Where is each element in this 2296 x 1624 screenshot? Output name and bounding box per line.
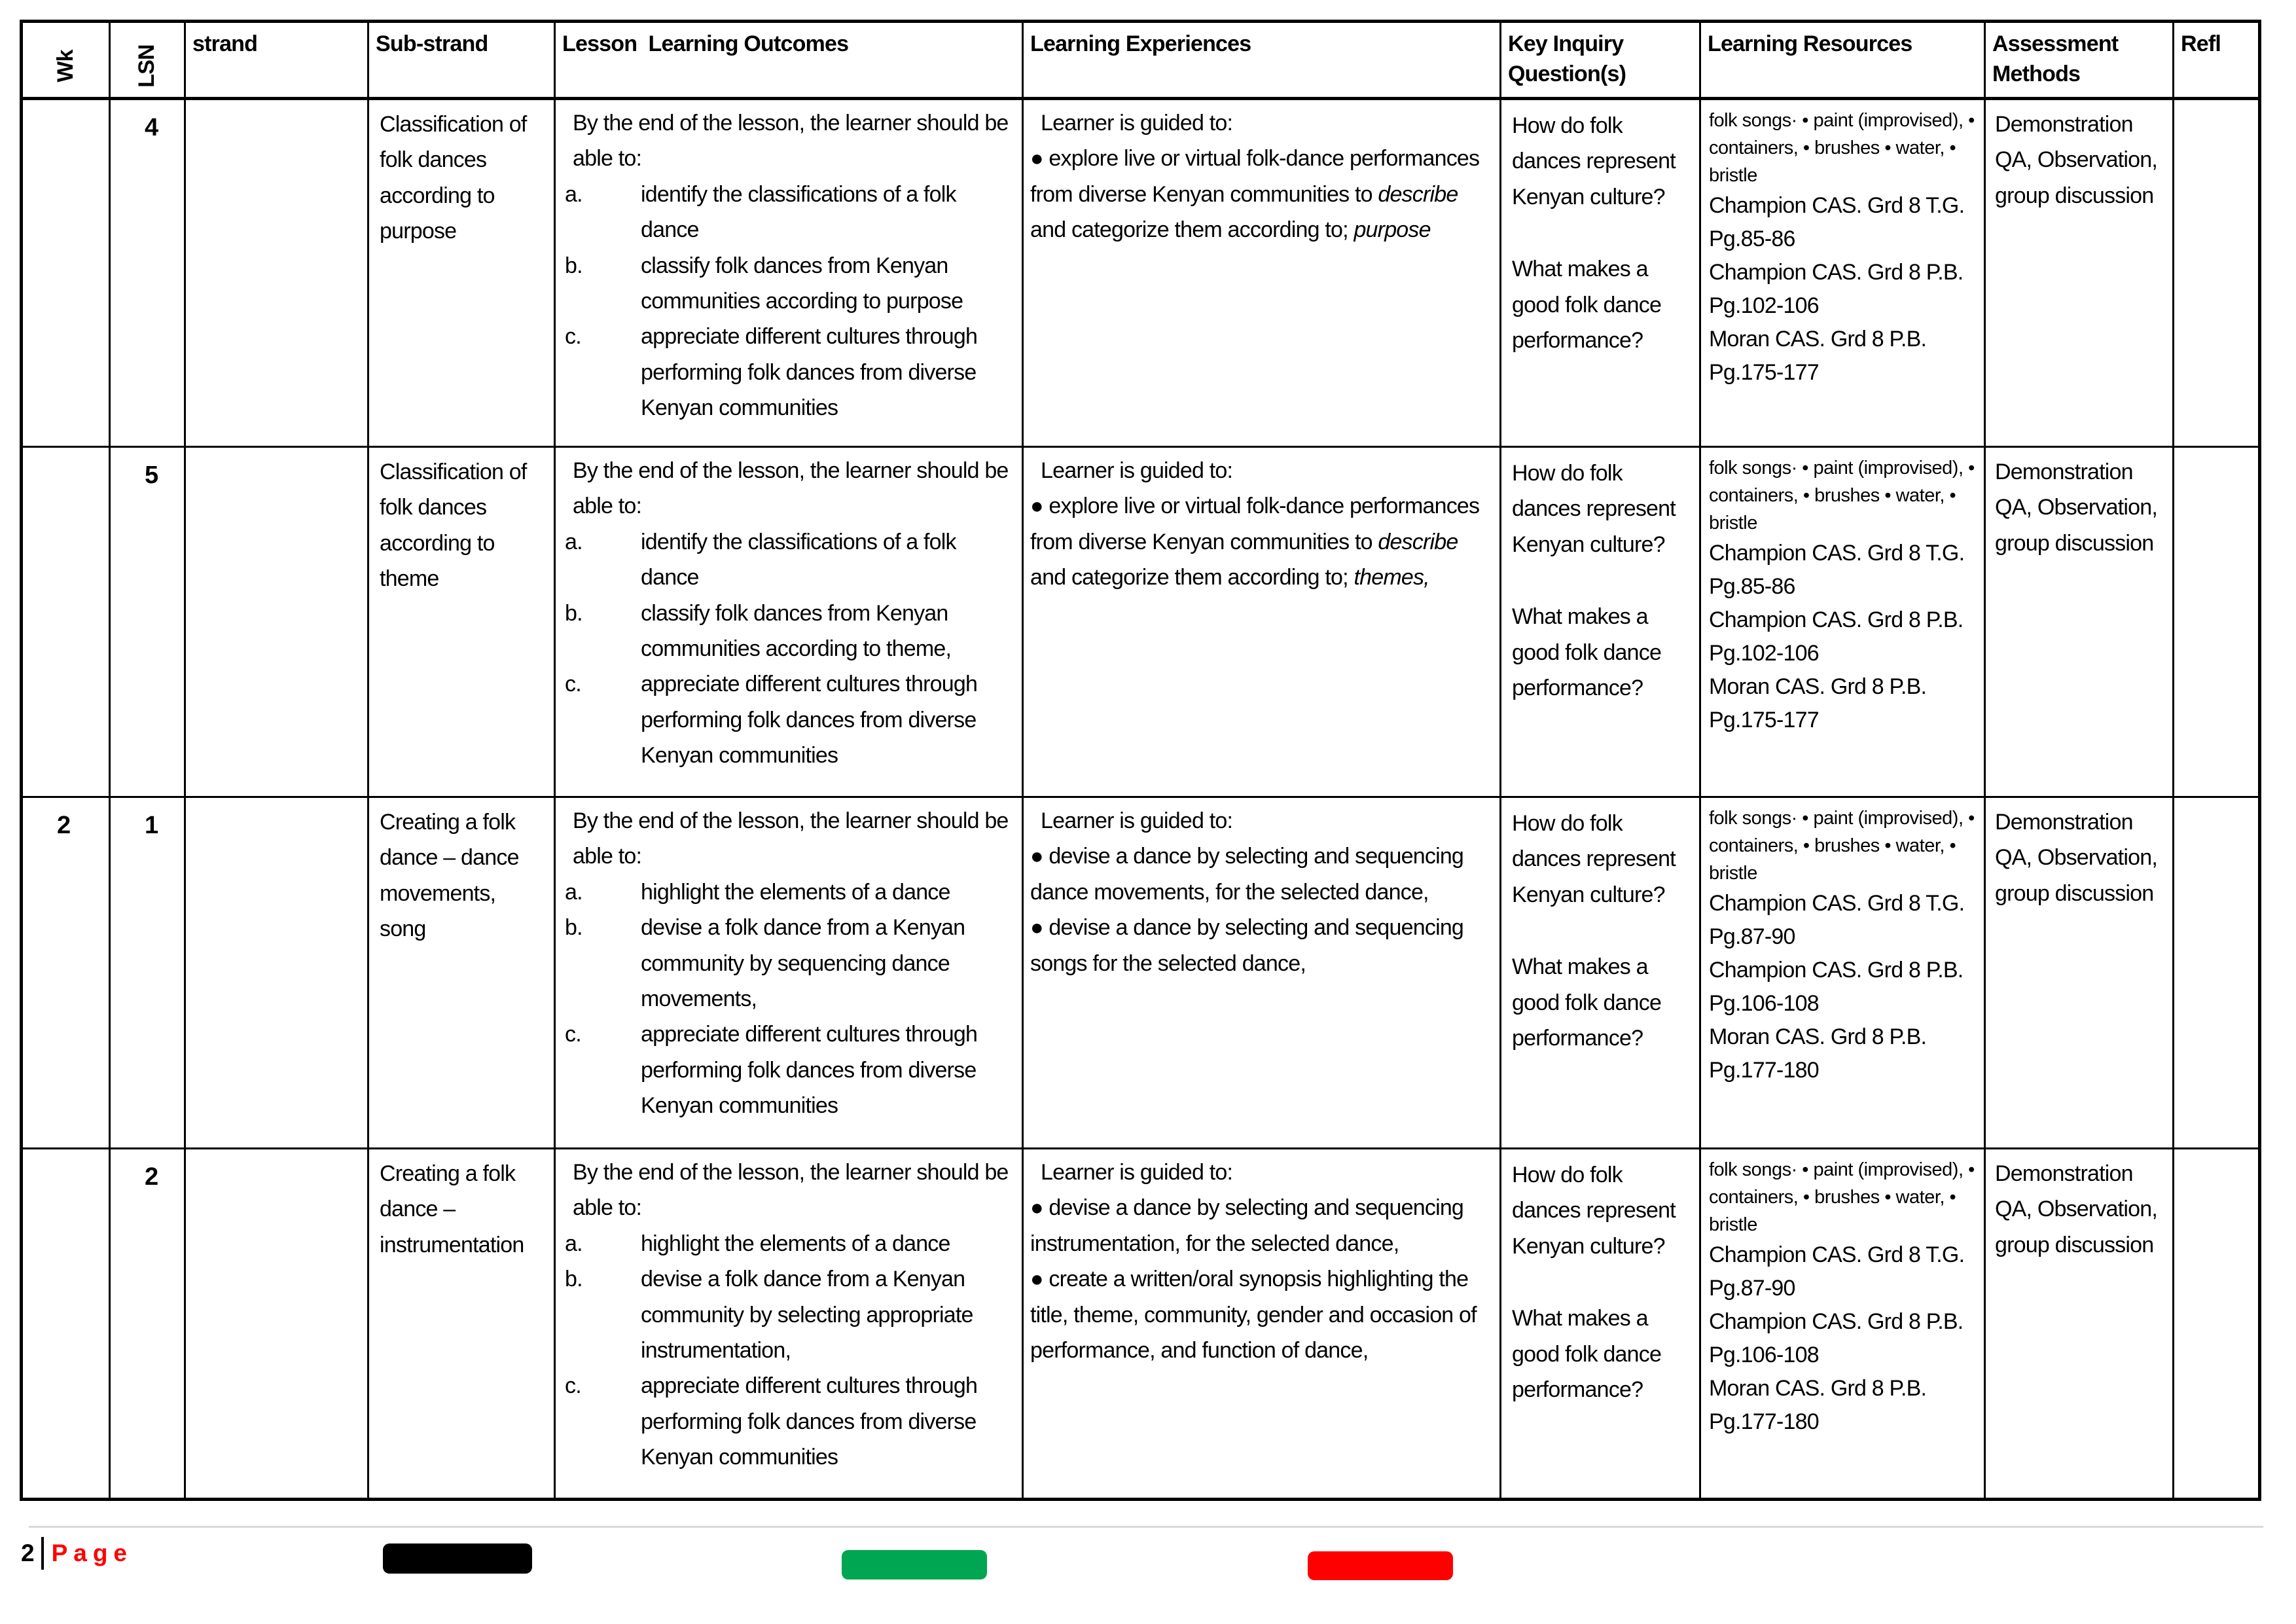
header-wk-label: Wk — [52, 50, 78, 82]
cell-strand — [185, 797, 368, 1149]
outcome-item — [558, 875, 1016, 910]
experience-bullet — [1030, 1190, 1492, 1261]
outcome-label: b. — [565, 1267, 583, 1292]
footer-divider — [29, 1526, 2263, 1528]
cell-week — [22, 1149, 110, 1500]
table-row — [22, 447, 2260, 797]
outcome-text: appreciate different cultures through performing folk dances from diverse Kenyan communities — [641, 1022, 978, 1119]
cell-key-inquiry-questions — [1501, 99, 1700, 447]
cell-lesson-learning-outcomes — [555, 99, 1023, 447]
outcome-label: a. — [565, 529, 583, 554]
black-bar — [383, 1543, 532, 1574]
header-learning-experiences: Learning Experiences — [1023, 22, 1501, 99]
cell-assessment-methods — [1985, 447, 2174, 797]
experience-text: themes, — [1354, 565, 1429, 590]
cell-lesson-number: 1 — [110, 797, 185, 1149]
assessment-line: QA, Observation, — [1995, 1197, 2157, 1222]
header-substrand: Sub-strand — [368, 22, 555, 99]
page-number-separator — [41, 1537, 44, 1570]
assessment-line: group discussion — [1995, 183, 2154, 208]
outcomes-intro: By the end of the lesson, the learner should be able to: — [573, 1160, 1009, 1221]
page-word: Page — [51, 1540, 134, 1566]
outcome-item — [558, 666, 1016, 773]
experience-bullet — [1030, 1261, 1492, 1368]
outcome-item — [558, 910, 1016, 1017]
resource-book: Champion CAS. Grd 8 P.B. Pg.102-106 — [1709, 607, 1964, 666]
outcome-item — [558, 524, 1016, 596]
header-learning-resources: Learning Resources — [1700, 22, 1985, 99]
header-assessment-methods: Assessment Methods — [1985, 22, 2174, 99]
resource-book: Champion CAS. Grd 8 T.G. Pg.87-90 — [1709, 891, 1965, 950]
experiences-intro: Learner is guided to: — [1041, 111, 1233, 135]
outcome-item — [558, 177, 1016, 248]
resource-book: Champion CAS. Grd 8 P.B. Pg.106-108 — [1709, 958, 1964, 1017]
outcome-text: appreciate different cultures through performing folk dances from diverse Kenyan communities — [641, 1373, 978, 1470]
assessment-line: Demonstration — [1995, 460, 2133, 484]
outcome-label: a. — [565, 879, 583, 905]
scheme-of-work-table — [20, 20, 2261, 1501]
experience-text: and categorize them according to; — [1030, 217, 1354, 243]
cell-refl — [2174, 99, 2260, 447]
header-lsn-label: LSN — [134, 45, 160, 88]
bullet-icon: ● — [1030, 1195, 1049, 1221]
resource-book: Champion CAS. Grd 8 T.G. Pg.87-90 — [1709, 1242, 1965, 1301]
outcome-text: identify the classifications of a folk dance — [641, 181, 956, 243]
outcome-label: b. — [565, 253, 583, 278]
outcome-text: identify the classifications of a folk dance — [641, 529, 956, 590]
header-key-inquiry-questions: Key Inquiry Question(s) — [1501, 22, 1700, 99]
cell-week: 2 — [22, 797, 110, 1149]
inquiry-question: How do folk dances represent Kenyan culture? — [1512, 811, 1676, 907]
green-bar — [842, 1550, 987, 1579]
outcome-label: a. — [565, 1231, 583, 1256]
assessment-line: group discussion — [1995, 880, 2154, 906]
cell-substrand: Creating a folk dance – instrumentation — [368, 1149, 555, 1500]
cell-learning-resources — [1700, 447, 1985, 797]
experience-bullet — [1030, 839, 1492, 910]
cell-substrand: Creating a folk dance – dance movements, song — [368, 797, 555, 1149]
experiences-intro: Learner is guided to: — [1041, 458, 1233, 483]
cell-lesson-learning-outcomes — [555, 797, 1023, 1149]
cell-learning-resources — [1700, 99, 1985, 447]
outcome-label: a. — [565, 181, 583, 207]
red-bar — [1308, 1551, 1453, 1580]
inquiry-question: How do folk dances represent Kenyan culture? — [1512, 113, 1676, 209]
bullet-icon: ● — [1030, 844, 1049, 869]
outcome-text: highlight the elements of a dance — [641, 1231, 950, 1256]
header-wk — [22, 22, 110, 99]
experience-bullet — [1030, 910, 1492, 981]
cell-week — [22, 99, 110, 447]
experience-text: devise a dance by selecting and sequencing songs for the selected dance, — [1030, 915, 1464, 976]
outcome-text: devise a folk dance from a Kenyan community by selecting appropriate instrumentation, — [641, 1267, 973, 1363]
assessment-line: Demonstration — [1995, 112, 2133, 137]
experience-text: devise a dance by selecting and sequencing instrumentation, for the selected dance, — [1030, 1195, 1464, 1256]
outcome-label: c. — [565, 1022, 581, 1047]
table-row — [22, 797, 2260, 1149]
assessment-line: QA, Observation, — [1995, 845, 2157, 871]
header-strand: strand — [185, 22, 368, 99]
cell-assessment-methods — [1985, 797, 2174, 1149]
bullet-icon: ● — [1030, 146, 1049, 171]
cell-key-inquiry-questions — [1501, 1149, 1700, 1500]
experience-text: describe — [1378, 529, 1458, 554]
experience-text: explore live or virtual folk-dance performances from diverse Kenyan communities to — [1030, 494, 1480, 554]
outcome-label: c. — [565, 672, 581, 697]
outcome-text: devise a folk dance from a Kenyan community by sequencing dance movements, — [641, 915, 965, 1011]
cell-lesson-number: 2 — [110, 1149, 185, 1500]
resource-materials: folk songs· • paint (improvised), • containers, • brushes • water, • bristle — [1709, 808, 1975, 884]
outcome-text: highlight the elements of a dance — [641, 879, 950, 905]
experience-bullet — [1030, 488, 1492, 595]
cell-lesson-learning-outcomes — [555, 1149, 1023, 1500]
cell-week — [22, 447, 110, 797]
inquiry-question: What makes a good folk dance performance? — [1512, 954, 1662, 1051]
outcomes-intro: By the end of the lesson, the learner should be able to: — [573, 808, 1009, 869]
table-body — [22, 99, 2260, 1500]
inquiry-question: How do folk dances represent Kenyan culture? — [1512, 461, 1676, 557]
cell-substrand: Classification of folk dances according to theme — [368, 447, 555, 797]
outcome-label: c. — [565, 1373, 581, 1399]
bullet-icon: ● — [1030, 1267, 1049, 1292]
outcome-label: c. — [565, 324, 581, 350]
header-row — [22, 22, 2260, 99]
outcome-item — [558, 1226, 1016, 1261]
inquiry-question: What makes a good folk dance performance? — [1512, 1306, 1662, 1402]
header-lsn — [110, 22, 185, 99]
cell-key-inquiry-questions — [1501, 447, 1700, 797]
outcomes-intro: By the end of the lesson, the learner should be able to: — [573, 111, 1009, 171]
resource-book: Champion CAS. Grd 8 P.B. Pg.102-106 — [1709, 260, 1964, 319]
cell-assessment-methods — [1985, 1149, 2174, 1500]
cell-lesson-learning-outcomes — [555, 447, 1023, 797]
cell-strand — [185, 447, 368, 797]
cell-refl — [2174, 797, 2260, 1149]
inquiry-question: How do folk dances represent Kenyan culture? — [1512, 1163, 1676, 1259]
resource-book: Champion CAS. Grd 8 P.B. Pg.106-108 — [1709, 1309, 1964, 1368]
assessment-line: QA, Observation, — [1995, 147, 2157, 173]
assessment-line: group discussion — [1995, 1232, 2154, 1257]
page-number: 2 — [21, 1540, 35, 1566]
experience-bullet — [1030, 141, 1492, 247]
outcome-text: appreciate different cultures through performing folk dances from diverse Kenyan communities — [641, 324, 978, 421]
outcome-label: b. — [565, 600, 583, 626]
cell-lesson-number: 5 — [110, 447, 185, 797]
assessment-line: group discussion — [1995, 530, 2154, 556]
cell-refl — [2174, 1149, 2260, 1500]
experience-text: describe — [1378, 181, 1458, 207]
cell-learning-experiences — [1023, 447, 1501, 797]
resource-book: Moran CAS. Grd 8 P.B. Pg.175-177 — [1709, 674, 1927, 733]
resource-book: Champion CAS. Grd 8 T.G. Pg.85-86 — [1709, 541, 1965, 600]
experiences-intro: Learner is guided to: — [1041, 1160, 1233, 1185]
bullet-icon: ● — [1030, 494, 1049, 519]
cell-learning-experiences — [1023, 1149, 1501, 1500]
outcome-item — [558, 319, 1016, 425]
experience-text: create a written/oral synopsis highlighting the title, theme, community, gender and occasion of performance, and function of dance, — [1030, 1267, 1477, 1363]
resource-materials: folk songs· • paint (improvised), • containers, • brushes • water, • bristle — [1709, 458, 1975, 534]
outcome-item — [558, 1368, 1016, 1475]
inquiry-question: What makes a good folk dance performance? — [1512, 604, 1662, 700]
cell-strand — [185, 1149, 368, 1500]
cell-key-inquiry-questions — [1501, 797, 1700, 1149]
experience-text: explore live or virtual folk-dance performances from diverse Kenyan communities to — [1030, 146, 1480, 207]
header-refl: Refl — [2174, 22, 2260, 99]
cell-substrand: Classification of folk dances according to purpose — [368, 99, 555, 447]
experiences-intro: Learner is guided to: — [1041, 808, 1233, 833]
outcome-label: b. — [565, 915, 583, 941]
table-row — [22, 1149, 2260, 1500]
inquiry-question: What makes a good folk dance performance? — [1512, 257, 1662, 353]
header-lesson-learning-outcomes: Lesson Learning Outcomes — [555, 22, 1023, 99]
outcome-item — [558, 1017, 1016, 1123]
assessment-line: Demonstration — [1995, 1161, 2133, 1186]
table-row — [22, 99, 2260, 447]
outcome-text: classify folk dances from Kenyan communities according to purpose — [641, 253, 963, 314]
bullet-icon: ● — [1030, 915, 1049, 941]
cell-learning-resources — [1700, 1149, 1985, 1500]
resource-book: Moran CAS. Grd 8 P.B. Pg.177-180 — [1709, 1024, 1927, 1083]
page-footer — [21, 1537, 133, 1570]
resource-book: Champion CAS. Grd 8 T.G. Pg.85-86 — [1709, 193, 1965, 252]
cell-strand — [185, 99, 368, 447]
experience-text: devise a dance by selecting and sequencing dance movements, for the selected dance, — [1030, 844, 1464, 905]
cell-refl — [2174, 447, 2260, 797]
cell-assessment-methods — [1985, 99, 2174, 447]
resource-materials: folk songs· • paint (improvised), • containers, • brushes • water, • bristle — [1709, 1159, 1975, 1236]
experience-text: and categorize them according to; — [1030, 565, 1354, 590]
experience-text: purpose — [1354, 217, 1431, 243]
outcome-text: appreciate different cultures through performing folk dances from diverse Kenyan communities — [641, 672, 978, 768]
assessment-line: QA, Observation, — [1995, 495, 2157, 520]
cell-learning-experiences — [1023, 797, 1501, 1149]
resource-book: Moran CAS. Grd 8 P.B. Pg.177-180 — [1709, 1376, 1927, 1435]
resource-book: Moran CAS. Grd 8 P.B. Pg.175-177 — [1709, 327, 1927, 386]
outcome-text: classify folk dances from Kenyan communities according to theme, — [641, 600, 952, 661]
outcomes-intro: By the end of the lesson, the learner should be able to: — [573, 458, 1009, 519]
resource-materials: folk songs· • paint (improvised), • containers, • brushes • water, • bristle — [1709, 110, 1975, 187]
assessment-line: Demonstration — [1995, 810, 2133, 835]
outcome-item — [558, 596, 1016, 667]
cell-learning-resources — [1700, 797, 1985, 1149]
cell-lesson-number: 4 — [110, 99, 185, 447]
cell-learning-experiences — [1023, 99, 1501, 447]
outcome-item — [558, 248, 1016, 319]
outcome-item — [558, 1261, 1016, 1368]
